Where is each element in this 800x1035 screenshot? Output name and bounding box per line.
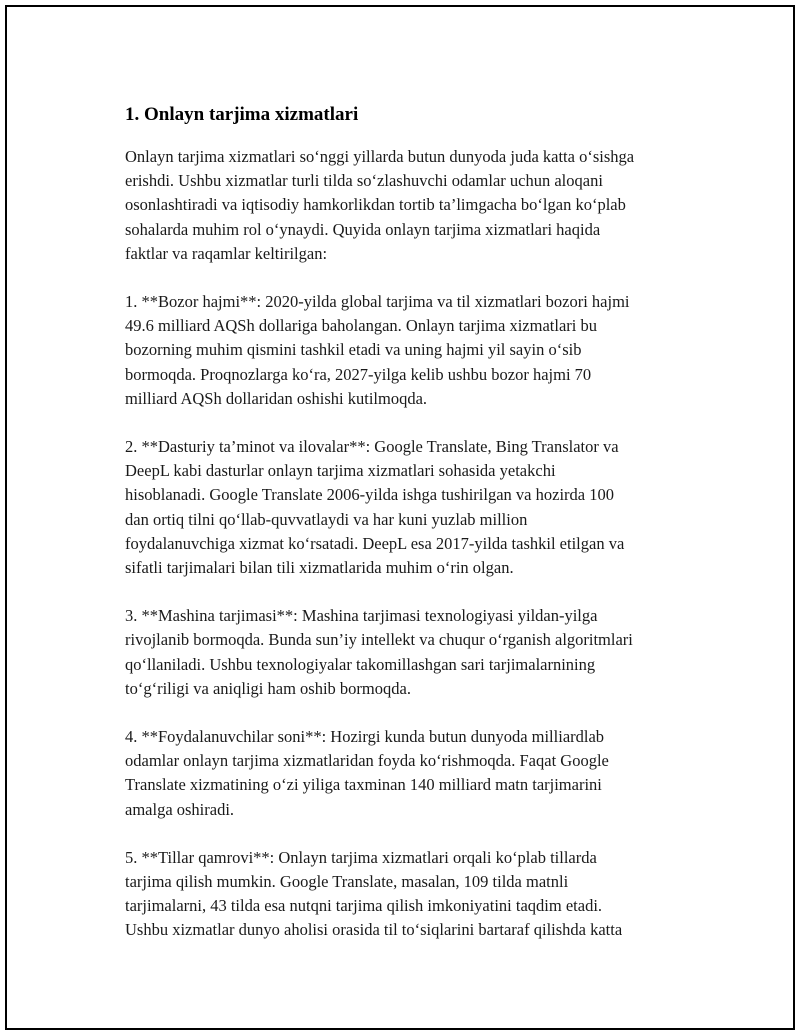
document-page: [5, 5, 795, 1030]
paragraph-market-size: 1. **Bozor hajmi**: 2020-yilda global tarjima va til xizmatlari bozori hajmi 49.6 milliard AQSh dollariga baholangan. Onlayn tarjima xizmatlari bu bozorning muhim qismini tashkil etadi va uning hajmi yil sayin o‘sib bormoqda. Proqnozlarga ko‘ra, 2027-yilga kelib ushbu bozor hajmi 70 milliard AQSh dollaridan oshishi kutilmoqda.: [125, 292, 630, 408]
paragraph-user-count: 4. **Foydalanuvchilar soni**: Hozirgi kunda butun dunyoda milliardlab odamlar onlayn tarjima xizmatlaridan foyda ko‘rishmoqda. Faqat Google Translate xizmatining o‘zi yiliga taxminan 140 milliard matn tarjimarini amalga oshiradi.: [125, 727, 609, 819]
paragraph-machine-translation: 3. **Mashina tarjimasi**: Mashina tarjimasi texnologiyasi yildan-yilga rivojlanib bormoqda. Bunda sun’iy intellekt va chuqur o‘rganish algoritmlari qo‘llaniladi. Ushbu texnologiyalar takomillashgan sari tarjimalarnining to‘g‘riligi va aniqligi ham oshib bormoqda.: [125, 606, 633, 698]
intro-paragraph: Onlayn tarjima xizmatlari so‘nggi yillarda butun dunyoda juda katta o‘sishga erishdi. Ushbu xizmatlar turli tilda so‘zlashuvchi odamlar uchun aloqani osonlashtiradi va iqtisodiy hamkorlikdan tortib ta’limgacha bo‘lgan ko‘plab sohalarda muhim rol o‘ynaydi. Quyida onlayn tarjima xizmatlari haqida faktlar va raqamlar keltirilgan:: [125, 147, 635, 263]
paragraph-language-coverage: 5. **Tillar qamrovi**: Onlayn tarjima xizmatlari orqali ko‘plab tillarda tarjima qilish mumkin. Google Translate, masalan, 109 tilda matnli tarjimalarni, 43 tilda esa nutqni tarjima qilish imkoniyatini taqdim etadi. Ushbu xizmatlar dunyo aholisi orasida til to‘siqlarini bartaraf qilishda katta: [125, 847, 623, 940]
section-heading: 1. Onlayn tarjima xizmatlari: [125, 104, 359, 125]
document-body: [125, 102, 715, 967]
paragraph-software-apps: 2. **Dasturiy ta’minot va ilovalar**: Google Translate, Bing Translator va DeepL kabi dasturlar onlayn tarjima xizmatlari sohasida yetakchi hisoblanadi. Google Translate 2006-yilda ishga tushirilgan va hozirda 100 dan ortiq tilni qo‘llab-quvvatlaydi va har kuni yuzlab million foydalanuvchiga xizmat ko‘rsatadi. DeepL esa 2017-yilda tashkil etilgan va sifatli tarjimalari bilan tili xizmatlarida muhim o‘rin olgan.: [125, 437, 625, 578]
